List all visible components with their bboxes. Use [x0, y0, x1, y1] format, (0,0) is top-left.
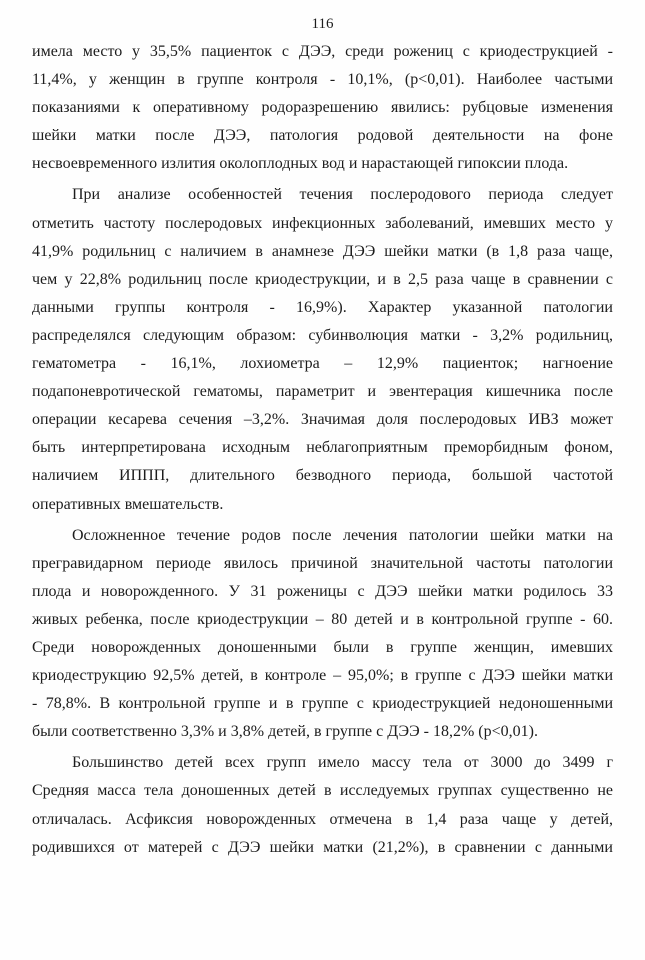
- text-line: При анализе особенностей течения послеродового периода следует: [72, 186, 613, 204]
- text-line: операции кесарева сечения –3,2%. Значимая доля послеродовых ИВЗ может: [32, 411, 613, 429]
- text-line: показаниями к оперативному родоразрешению явились: рубцовые изменения: [32, 99, 613, 117]
- text-line: чем у 22,8% родильниц после криодеструкции, и в 2,5 раза чаще в сравнении с: [32, 270, 613, 288]
- text-line: были соответственно 3,3% и 3,8% детей, в группе с ДЭЭ - 18,2% (р<0,01).: [32, 723, 538, 741]
- paragraph: [32, 522, 613, 747]
- text-line: Осложненное течение родов после лечения патологии шейки матки на: [72, 526, 613, 544]
- text-line: 41,9% родильниц с наличием в анамнезе ДЭЭ шейки матки (в 1,8 раза чаще,: [32, 242, 613, 260]
- text-line: гематометра - 16,1%, лохиометра – 12,9% пациенток; нагноение: [32, 355, 613, 373]
- paragraph: [32, 38, 613, 178]
- text-line: быть интерпретирована исходным неблагоприятным преморбидным фоном,: [32, 439, 613, 457]
- text-line: - 78,8%. В контрольной группе и в группе с криодеструкцией недоношенными: [32, 695, 613, 713]
- page-number: 116: [311, 16, 334, 32]
- text-line: подапоневротической гематомы, параметрит и эвентерация кишечника после: [32, 383, 613, 401]
- text-line: распределялся следующим образом: субинволюция матки - 3,2% родильниц,: [32, 326, 613, 344]
- text-line: Средняя масса тела доношенных детей в исследуемых группах существенно не: [32, 782, 613, 800]
- text-line: отличалась. Асфиксия новорожденных отмечена в 1,4 раза чаще у детей,: [32, 810, 613, 828]
- text-line: живых ребенка, после криодеструкции – 80 детей и в контрольной группе - 60.: [32, 610, 613, 628]
- text-line: имела место у 35,5% пациенток с ДЭЭ, среди рожениц с криодеструкцией -: [32, 43, 613, 60]
- text-line: шейки матки после ДЭЭ, патология родовой деятельности на фоне: [32, 127, 613, 145]
- text-line: плода и новорожденного. У 31 роженицы с ДЭЭ шейки матки родилось 33: [32, 582, 613, 600]
- text-line: Среди новорожденных доношенными были в группе женщин, имевших: [32, 638, 613, 656]
- text-line: прегравидарном периоде явилось причиной значительной частоты патологии: [32, 554, 613, 572]
- text-line: оперативных вмешательств.: [32, 495, 224, 513]
- paragraph: [32, 749, 613, 861]
- text-line: несвоевременного излития околоплодных вод и нарастающей гипоксии плода.: [32, 155, 569, 173]
- text-line: Большинство детей всех групп имело массу тела от 3000 до 3499 г: [72, 754, 613, 772]
- paragraph: [32, 181, 613, 518]
- text-line: отметить частоту послеродовых инфекционных заболеваний, имевших место у: [32, 214, 613, 232]
- text-line: 11,4%, у женщин в группе контроля - 10,1%, (р<0,01). Наиболее частыми: [32, 71, 613, 89]
- text-line: криодеструкцию 92,5% детей, в контроле – 95,0%; в группе с ДЭЭ шейки матки: [32, 667, 613, 685]
- text-line: наличием ИППП, длительного безводного периода, большой частотой: [32, 467, 613, 485]
- text-line: родившихся от матерей с ДЭЭ шейки матки (21,2%), в сравнении с данными: [32, 838, 613, 856]
- text-line: данными группы контроля - 16,9%). Характер указанной патологии: [32, 298, 613, 316]
- body-text: [32, 38, 613, 865]
